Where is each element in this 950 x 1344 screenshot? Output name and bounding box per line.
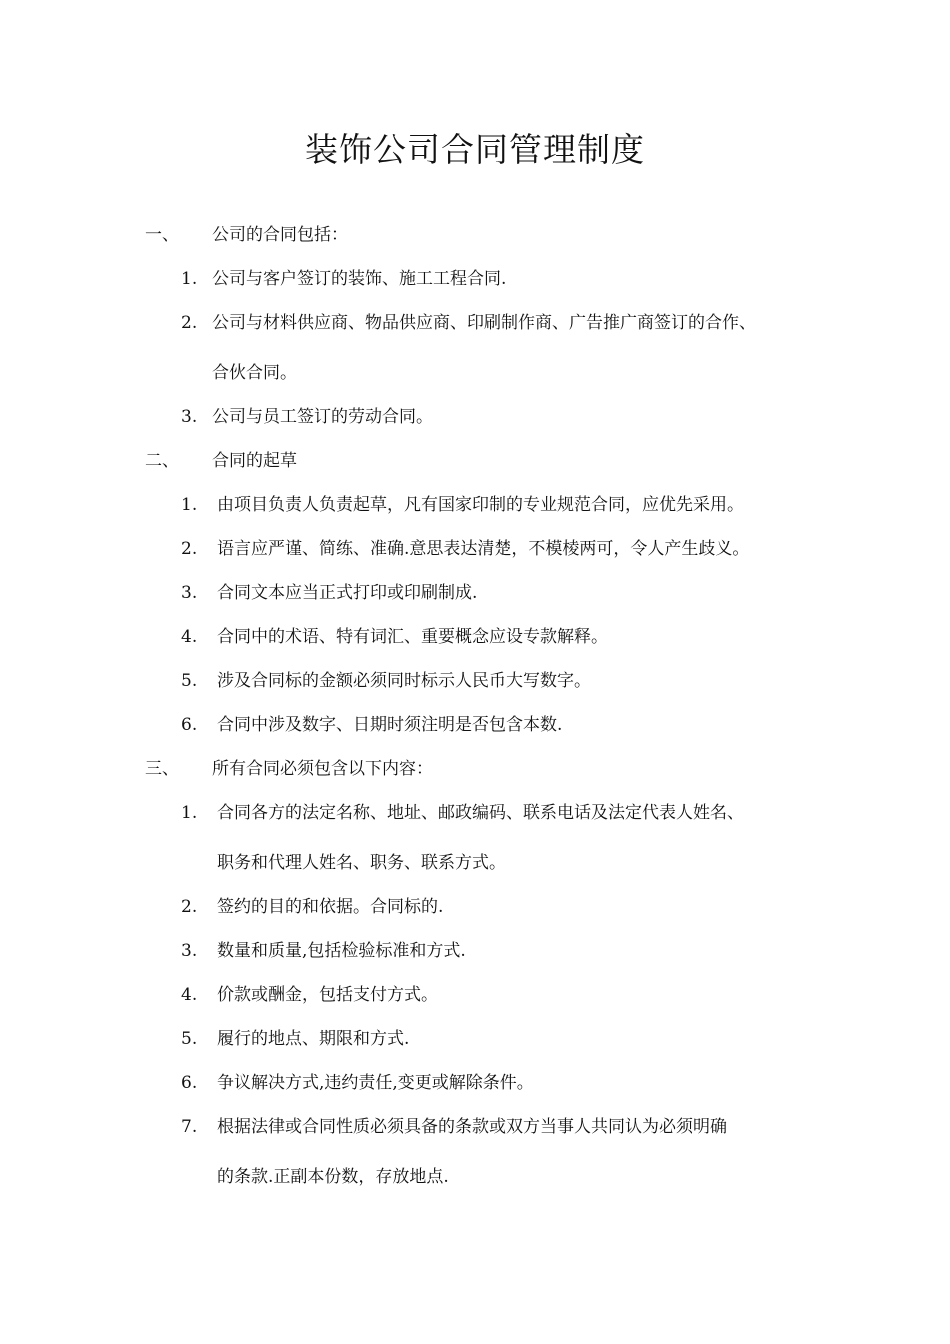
list-item-text: 合同中涉及数字、日期时须注明是否包含本数. bbox=[217, 715, 563, 735]
section-number: 三、 bbox=[145, 759, 179, 779]
section-heading: 合同的起草 bbox=[212, 451, 297, 471]
list-item-number: 3. bbox=[181, 583, 198, 603]
list-item-number: 1. bbox=[181, 803, 198, 823]
list-item-number: 2. bbox=[181, 539, 198, 559]
list-item-text: 合同中的术语、特有词汇、重要概念应设专款解释。 bbox=[217, 627, 608, 647]
list-item-number: 5. bbox=[181, 671, 198, 691]
section-heading: 所有合同必须包含以下内容： bbox=[212, 759, 433, 779]
list-item-number: 5. bbox=[181, 1029, 198, 1049]
section-heading: 公司的合同包括： bbox=[212, 225, 348, 245]
list-item-text-continued: 职务和代理人姓名、职务、联系方式。 bbox=[217, 853, 506, 873]
list-item-number: 4. bbox=[181, 627, 198, 647]
list-item-text: 签约的目的和依据。合同标的. bbox=[217, 897, 444, 917]
list-item-text: 涉及合同标的金额必须同时标示人民币大写数字。 bbox=[217, 671, 591, 691]
list-item-text: 数量和质量,包括检验标准和方式. bbox=[217, 941, 466, 961]
list-item-text: 由项目负责人负责起草，凡有国家印制的专业规范合同，应优先采用。 bbox=[217, 495, 744, 515]
list-item-text: 公司与客户签订的装饰、施工工程合同. bbox=[212, 269, 507, 289]
list-item-text: 合同文本应当正式打印或印刷制成. bbox=[217, 583, 478, 603]
list-item-text: 公司与材料供应商、物品供应商、印刷制作商、广告推广商签订的合作、 bbox=[212, 313, 756, 333]
list-item-number: 1. bbox=[181, 269, 198, 289]
list-item-text: 公司与员工签订的劳动合同。 bbox=[212, 407, 433, 427]
list-item-text: 根据法律或合同性质必须具备的条款或双方当事人共同认为必须明确 bbox=[217, 1117, 727, 1137]
list-item-text-continued: 合伙合同。 bbox=[212, 363, 297, 383]
list-item-number: 1. bbox=[181, 495, 198, 515]
list-item-number: 7. bbox=[181, 1117, 198, 1137]
list-item-number: 4. bbox=[181, 985, 198, 1005]
list-item-text: 争议解决方式,违约责任,变更或解除条件。 bbox=[217, 1073, 534, 1093]
list-item-number: 3. bbox=[181, 407, 198, 427]
section-number: 一、 bbox=[145, 225, 179, 245]
page-title: 装饰公司合同管理制度 bbox=[305, 130, 645, 169]
list-item-number: 2. bbox=[181, 897, 198, 917]
list-item-number: 2. bbox=[181, 313, 198, 333]
list-item-text: 语言应严谨、简练、准确.意思表达清楚，不模棱两可，令人产生歧义。 bbox=[217, 539, 750, 559]
list-item-number: 6. bbox=[181, 1073, 198, 1093]
list-item-text-continued: 的条款.正副本份数，存放地点. bbox=[217, 1167, 449, 1187]
list-item-number: 6. bbox=[181, 715, 198, 735]
list-item-text: 价款或酬金，包括支付方式。 bbox=[217, 985, 438, 1005]
list-item-number: 3. bbox=[181, 941, 198, 961]
list-item-text: 合同各方的法定名称、地址、邮政编码、联系电话及法定代表人姓名、 bbox=[217, 803, 744, 823]
list-item-text: 履行的地点、期限和方式. bbox=[217, 1029, 410, 1049]
section-number: 二、 bbox=[145, 451, 179, 471]
